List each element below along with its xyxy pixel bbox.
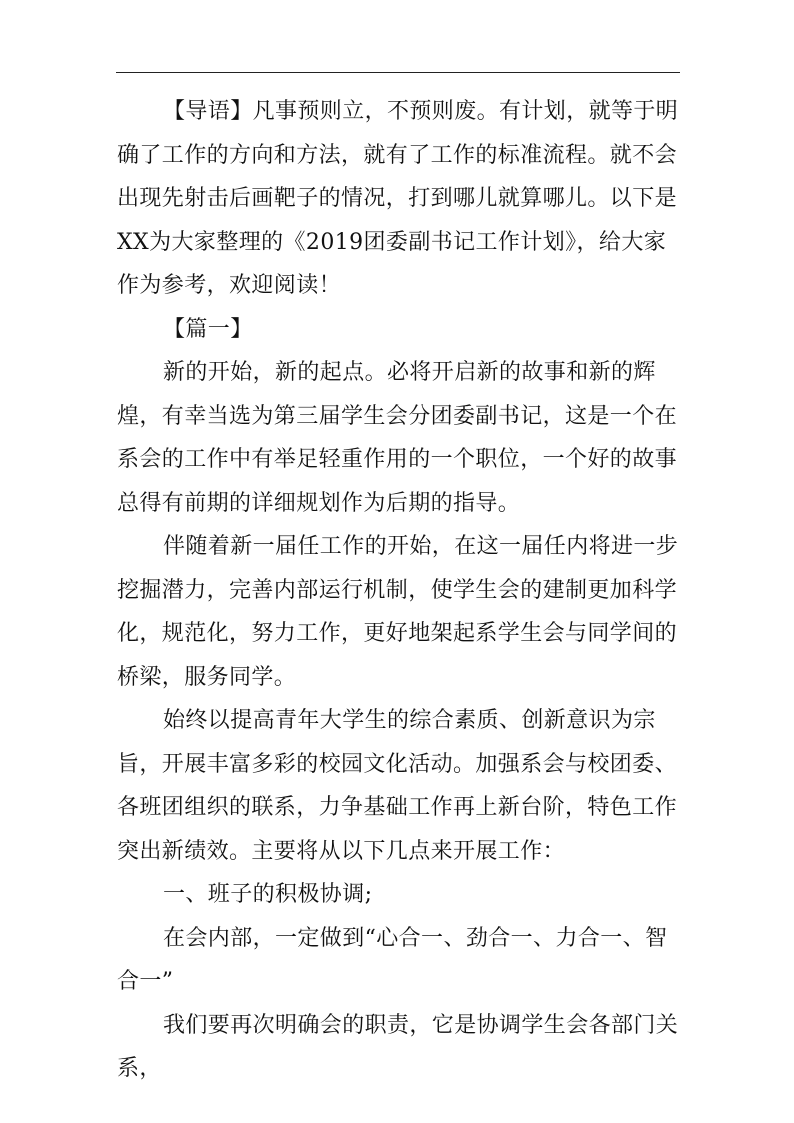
paragraph-4: 在会内部，一定做到“心合一、劲合一、力合一、智合一” [117,925,668,994]
paragraph-3: 始终以提高青年大学生的综合素质、创新意识为宗旨，开展丰富多彩的校园文化活动。加强系会与校团委、各班团组织的联系，力争基础工作再上新台阶，特色工作突出新绩效。主要将从以下几点来开展工作： [117,708,678,864]
paragraph-2: 伴随着新一届任工作的开始，在这一届任内将进一步挖掘潜力，完善内部运行机制，使学生会的建制更加科学化，规范化，努力工作，更好地架起系学生会与同学间的桥梁，服务同学。 [117,534,679,690]
header-rule [116,72,680,73]
section-heading: 【篇一】 [163,316,253,342]
intro-paragraph: 【导语】凡事预则立，不预则废。有计划，就等于明确了工作的方向和方法，就有了工作的标准流程。就不会出现先射击后画靶子的情况，打到哪儿就算哪儿。以下是 XX为大家整理的《2019团委副书记工作计划》，给大家作为参考，欢迎阅读！ [117,99,679,298]
list-item-1: 一、班子的积极协调; [163,882,373,907]
paragraph-1: 新的开始，新的起点。必将开启新的故事和新的辉煌，有幸当选为第三届学生会分团委副书记，这是一个在系会的工作中有举足轻重作用的一个职位，一个好的故事总得有前期的详细规划作为后期的指导。 [117,360,678,516]
paragraph-5: 我们要再次明确会的职责，它是协调学生会各部门关系， [117,1012,679,1081]
document-body [117,90,682,1091]
